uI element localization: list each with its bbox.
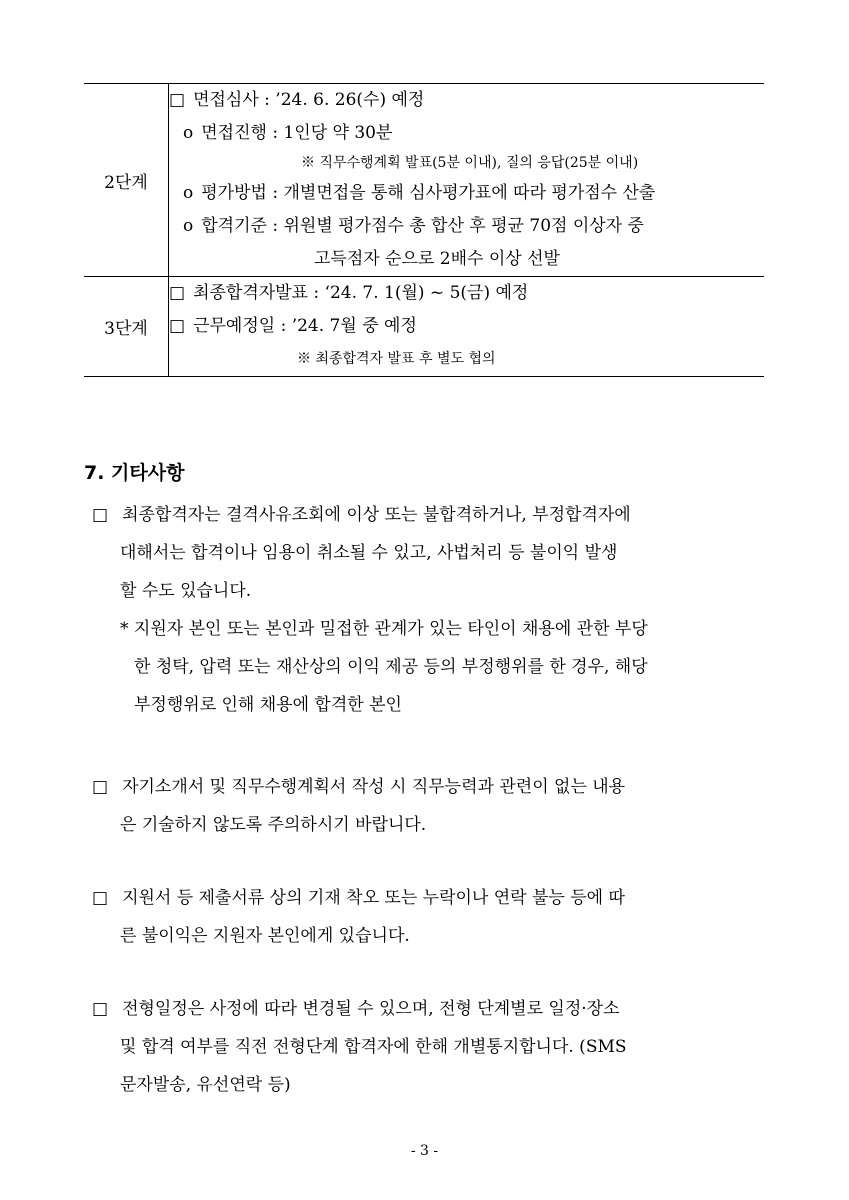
circle-bullet-icon: o bbox=[183, 123, 194, 143]
paragraph-text: 자기소개서 및 직무수행계획서 작성 시 직무능력과 관련이 없는 내용 bbox=[122, 777, 626, 797]
circle-bullet-icon: o bbox=[183, 216, 194, 236]
paragraph-line: 및 합격 여부를 직전 전형단계 합격자에 한해 개별통지합니다. (SMS bbox=[120, 1037, 627, 1057]
stage3-note: ※ 최종합격자 발표 후 별도 협의 bbox=[297, 351, 496, 367]
stage2-item bbox=[169, 177, 764, 210]
checkbox-bullet-icon: □ bbox=[92, 505, 109, 525]
paragraph-line bbox=[92, 768, 772, 806]
notice-paragraph bbox=[92, 879, 772, 955]
page-number: - 3 - bbox=[410, 1143, 439, 1159]
paragraph-line: 문자발송, 유선연락 등) bbox=[120, 1075, 291, 1095]
checkbox-bullet-icon: □ bbox=[169, 283, 186, 303]
paragraph-line: 대해서는 합격이나 임용이 취소될 수 있고, 사법처리 등 불이익 발생 bbox=[120, 543, 618, 563]
stage2-note: ※ 직무수행계획 발표(5분 이내), 질의 응답(25분 이내) bbox=[301, 155, 639, 171]
stage2-row bbox=[84, 84, 764, 277]
stage2-label: 2단계 bbox=[84, 84, 169, 277]
stage2-item-text: 평가방법 : 개별면접을 통해 심사평가표에 따라 평가점수 산출 bbox=[201, 183, 656, 203]
stage3-item bbox=[169, 310, 764, 343]
stage2-item bbox=[169, 84, 764, 117]
checkbox-bullet-icon: □ bbox=[92, 888, 109, 908]
checkbox-bullet-icon: □ bbox=[92, 999, 109, 1019]
notice-paragraph bbox=[92, 496, 772, 724]
notice-paragraph bbox=[92, 990, 772, 1104]
paragraph-line: 른 불이익은 지원자 본인에게 있습니다. bbox=[120, 926, 410, 946]
stage3-item-text: 근무예정일 : ’24. 7월 중 예정 bbox=[193, 316, 417, 336]
stage2-content bbox=[169, 84, 765, 277]
paragraph-text: 지원서 등 제출서류 상의 기재 착오 또는 누락이나 연락 불능 등에 따 bbox=[122, 888, 625, 908]
stage3-row bbox=[84, 277, 764, 377]
stage3-label: 3단계 bbox=[84, 277, 169, 377]
stage2-item-text: 면접심사 : ’24. 6. 26(수) 예정 bbox=[193, 90, 425, 110]
paragraph-line: 은 기술하지 않도록 주의하시기 바랍니다. bbox=[120, 815, 427, 835]
paragraph-line bbox=[92, 879, 772, 917]
checkbox-bullet-icon: □ bbox=[169, 90, 186, 110]
stage2-item-text: 합격기준 : 위원별 평가점수 총 합산 후 평균 70점 이상자 중 bbox=[201, 216, 644, 236]
stage-table bbox=[84, 83, 764, 377]
footnote-line: 한 청탁, 압력 또는 재산상의 이익 제공 등의 부정행위를 한 경우, 해당 bbox=[134, 657, 648, 677]
circle-bullet-icon: o bbox=[183, 183, 194, 203]
paragraph-line bbox=[92, 990, 772, 1028]
stage3-content bbox=[169, 277, 765, 377]
stage2-item bbox=[169, 117, 764, 150]
footnote-line: 부정행위로 인해 채용에 합격한 본인 bbox=[134, 695, 402, 715]
section-title: 7. 기타사항 bbox=[84, 462, 185, 484]
footnote-line: * 지원자 본인 또는 본인과 밀접한 관계가 있는 타인이 채용에 관한 부당 bbox=[120, 619, 648, 639]
checkbox-bullet-icon: □ bbox=[92, 777, 109, 797]
notice-paragraph bbox=[92, 768, 772, 844]
stage3-item-text: 최종합격자발표 : ‘24. 7. 1(월) ~ 5(금) 예정 bbox=[193, 283, 529, 303]
stage3-item bbox=[169, 277, 764, 310]
checkbox-bullet-icon: □ bbox=[169, 316, 186, 336]
paragraph-text: 전형일정은 사정에 따라 변경될 수 있으며, 전형 단계별로 일정·장소 bbox=[122, 999, 620, 1019]
paragraph-line bbox=[92, 496, 772, 534]
stage2-item-continuation: 고득점자 순으로 2배수 이상 선발 bbox=[314, 249, 560, 269]
stage2-item bbox=[169, 210, 764, 243]
paragraph-text: 최종합격자는 결격사유조회에 이상 또는 불합격하거나, 부정합격자에 bbox=[122, 505, 631, 525]
paragraph-line: 할 수도 있습니다. bbox=[120, 581, 252, 601]
stage2-item-text: 면접진행 : 1인당 약 30분 bbox=[201, 123, 393, 143]
